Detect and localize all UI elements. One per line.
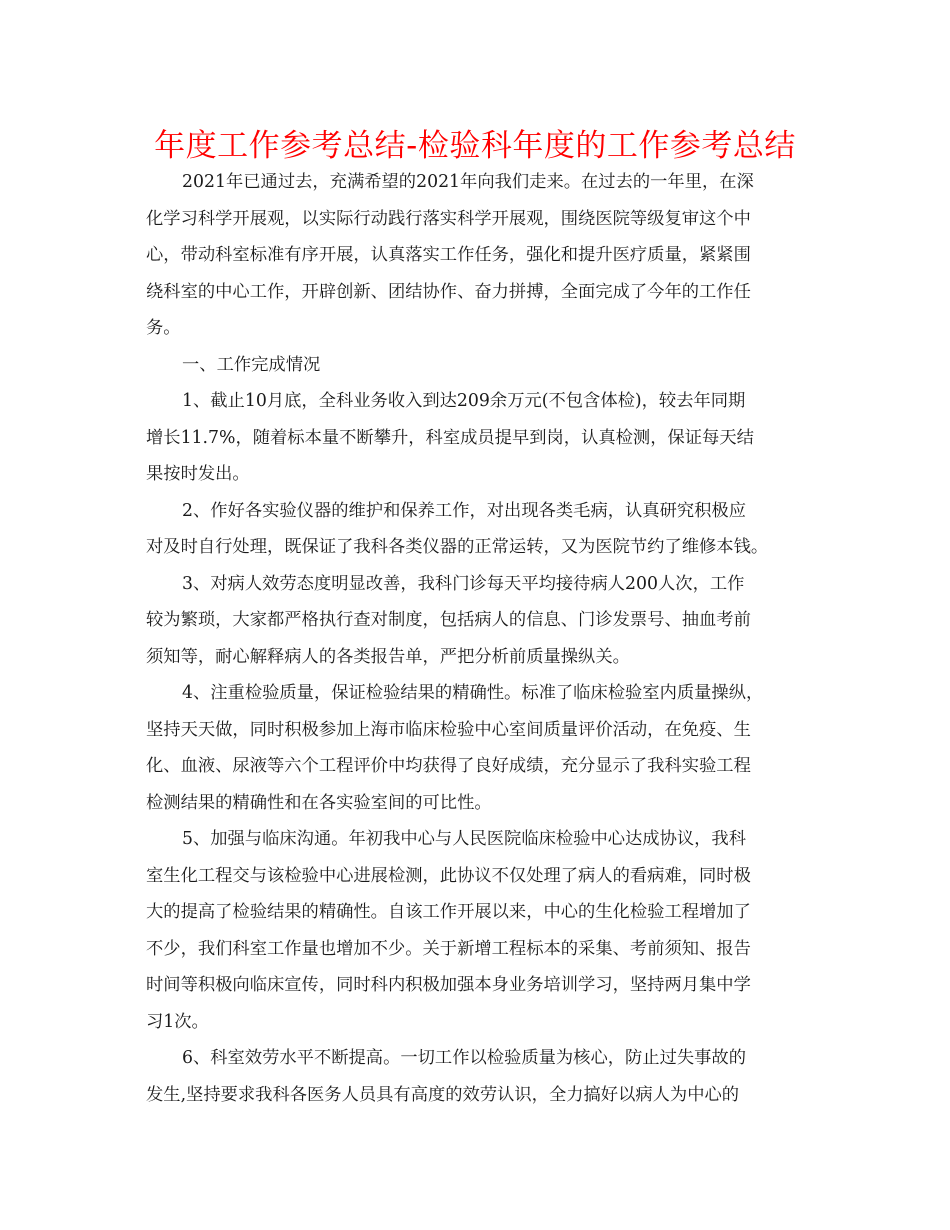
text-line: 习1次。: [146, 1011, 209, 1032]
text-line: 2021年已通过去，充满希望的2021年向我们走来。在过去的一年里，在深: [182, 172, 754, 192]
paragraph: [146, 821, 806, 1040]
text-line: 对及时自行处理，既保证了我科各类仪器的正常运转，又为医院节约了维修本钱。: [146, 537, 769, 557]
text-line: 5、加强与临床沟通。年初我中心与人民医院临床检验中心达成协议，我科: [182, 829, 746, 849]
document-title: 年度工作参考总结-检验科年度的工作参考总结: [154, 128, 796, 164]
paragraph: [146, 566, 806, 676]
paragraph: [146, 675, 806, 821]
text-line: 6、科室效劳水平不断提高。一切工作以检验质量为核心，防止过失事故的: [182, 1048, 746, 1068]
text-line: 化、血液、尿液等六个工程评价中均获得了良好成绩，充分显示了我科实验工程: [146, 756, 751, 776]
text-line: 1、截止10月底，全科业务收入到达209余万元(不包含体检)，较去年同期: [182, 391, 746, 411]
text-line: 4、注重检验质量，保证检验结果的精确性。标准了临床检验室内质量操纵，: [182, 683, 764, 703]
paragraph: [146, 493, 806, 566]
paragraph: [146, 383, 806, 493]
text-line: 2、作好各实验仪器的维护和保养工作，对出现各类毛病，认真研究积极应: [182, 500, 746, 521]
text-line: 检测结果的精确性和在各实验室间的可比性。: [146, 792, 492, 813]
paragraph: [146, 164, 806, 347]
text-line: 发生,坚持要求我科各医务人员具有高度的效劳认识，全力搞好以病人为中心的: [146, 1084, 740, 1105]
text-line: 务。: [146, 318, 181, 338]
text-line: 绕科室的中心工作，开辟创新、团结协作、奋力拼搏，全面完成了今年的工作任: [146, 281, 751, 302]
document-body: [146, 164, 806, 1113]
text-line: 坚持天天做，同时积极参加上海市临床检验中心室间质量评价活动，在免疫、生: [146, 719, 751, 740]
text-line: 较为繁琐，大家都严格执行查对制度，包括病人的信息、门诊发票号、抽血考前: [146, 610, 751, 630]
text-line: 心，带动科室标准有序开展，认真落实工作任务，强化和提升医疗质量，紧紧围: [146, 245, 751, 265]
text-line: 化学习科学开展观，以实际行动践行落实科学开展观，围绕医院等级复审这个中: [146, 208, 751, 229]
text-line: 3、对病人效劳态度明显改善，我科门诊每天平均接待病人200人次，工作: [182, 573, 745, 594]
paragraph: [146, 347, 806, 384]
text-line: 室生化工程交与该检验中心进展检测，此协议不仅处理了病人的看病难，同时极: [146, 865, 751, 886]
text-line: 须知等，耐心解释病人的各类报告单，严把分析前质量操纵关。: [146, 646, 630, 667]
paragraph: [146, 1040, 806, 1113]
text-line: 一、工作完成情况: [182, 354, 321, 375]
text-line: 不少，我们科室工作量也增加不少。关于新增工程标本的采集、考前须知、报告: [146, 938, 751, 959]
text-line: 增长11.7%，随着标本量不断攀升，科室成员提早到岗，认真检测，保证每天结: [146, 427, 754, 448]
text-line: 时间等积极向临床宣传，同时科内积极加强本身业务培训学习，坚持两月集中学: [146, 975, 751, 995]
text-line: 大的提高了检验结果的精确性。自该工作开展以来，中心的生化检验工程增加了: [146, 902, 751, 922]
text-line: 果按时发出。: [146, 464, 250, 484]
